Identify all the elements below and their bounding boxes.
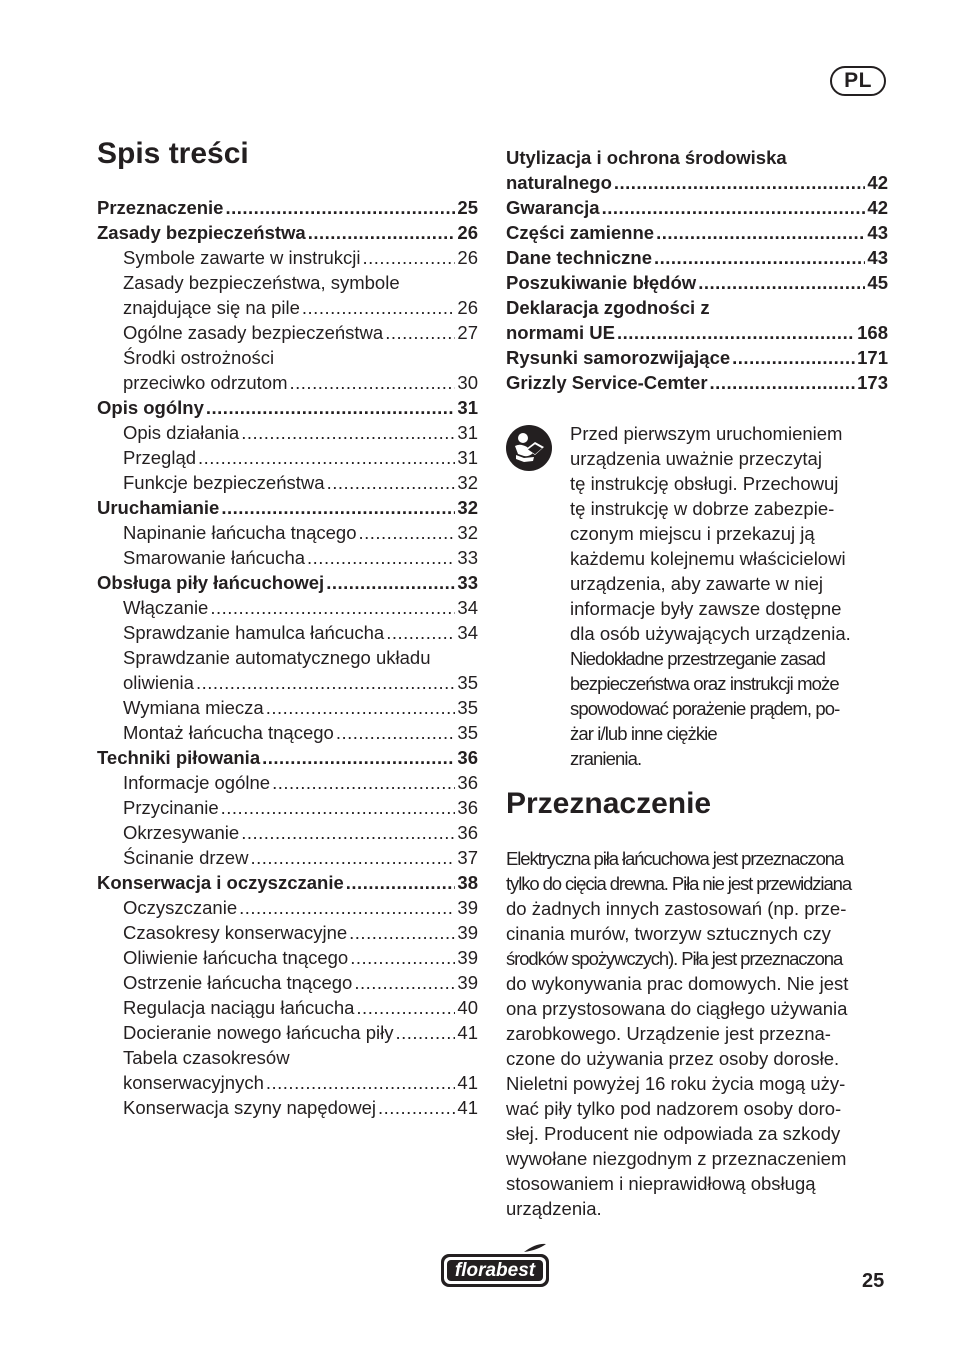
toc-entry-label: Zasady bezpieczeństwa, symbole [123, 272, 400, 293]
toc-entry-page: 42 [867, 172, 888, 193]
toc-leader-dots [378, 1095, 455, 1120]
toc-leader-dots [617, 320, 855, 345]
toc-entry-label: Uruchamianie [97, 497, 220, 518]
toc-leader-dots [307, 545, 455, 570]
text-line: urządzenia uważnie przeczytaj [570, 448, 822, 469]
toc-entry [97, 1070, 478, 1095]
toc-entry-page: 40 [457, 997, 478, 1018]
toc-entry [97, 395, 478, 420]
toc-entry-page: 35 [457, 672, 478, 693]
text-line: do żadnych innych zastosowań (np. prze- [506, 898, 847, 919]
toc-entry [97, 870, 478, 895]
toc-leader-dots [290, 370, 456, 395]
toc-entry-page: 43 [867, 222, 888, 243]
toc-entry [97, 695, 478, 720]
toc-entry-label: Rysunki samorozwijające [506, 347, 731, 368]
toc-entry [97, 570, 478, 595]
toc-entry [97, 220, 478, 245]
text-line: urządzenia, aby zawarte w niej [570, 573, 823, 594]
toc-entry [506, 295, 888, 320]
toc-entry-page: 41 [457, 1072, 478, 1093]
toc-entry-label: Środki ostrożności [123, 347, 275, 368]
toc-entry [97, 720, 478, 745]
toc-entry-page: 30 [457, 372, 478, 393]
toc-entry-page: 36 [457, 797, 478, 818]
toc-entry-page: 34 [457, 597, 478, 618]
toc-entry-label: Techniki piłowania [97, 747, 261, 768]
toc-entry-label: przeciwko odrzutom [123, 372, 288, 393]
toc-leader-dots [308, 220, 456, 245]
page-number: 25 [862, 1270, 885, 1292]
toc-entry-label: Regulacja naciągu łańcucha [123, 997, 355, 1018]
toc-entry [97, 1045, 478, 1070]
toc-leader-dots [302, 295, 456, 320]
toc-leader-dots [221, 495, 455, 520]
section-body [506, 846, 896, 1221]
text-line: wać piły tylko pod nadzorem osoby doro- [506, 1098, 842, 1119]
toc-leader-dots [614, 170, 866, 195]
toc-entry-label: Utylizacja i ochrona środowiska [506, 147, 787, 168]
toc-leader-dots [250, 845, 455, 870]
text-line: Nieletni powyżej 16 roku życia mogą uży- [506, 1073, 846, 1094]
text-line: zranienia. [570, 748, 642, 769]
toc-entry [97, 345, 478, 370]
text-line: Przed pierwszym uruchomieniem [570, 423, 843, 444]
toc-entry [97, 195, 478, 220]
text-line: dla osób używających urządzenia. [570, 623, 851, 644]
toc-entry-page: 35 [457, 722, 478, 743]
toc-entry-label: Poszukiwanie błędów [506, 272, 697, 293]
toc-entry-label: Symbole zawarte w instrukcji [123, 247, 361, 268]
toc-entry [97, 845, 478, 870]
toc-leader-dots [266, 1070, 456, 1095]
toc-entry-page: 26 [457, 297, 478, 318]
toc-leader-dots [241, 820, 455, 845]
toc-entry [506, 245, 888, 270]
toc-entry [97, 770, 478, 795]
toc-leader-dots [732, 345, 855, 370]
toc-entry-page: 41 [457, 1097, 478, 1118]
toc-entry-label: Przegląd [123, 447, 197, 468]
toc-left-column [97, 195, 478, 1120]
text-line: słej. Producent nie odpowiada za szkody [506, 1123, 841, 1144]
toc-entry [97, 545, 478, 570]
toc-entry [506, 270, 888, 295]
section-title: Przeznaczenie [506, 787, 712, 820]
toc-entry-label: Deklaracja zgodności z [506, 297, 710, 318]
toc-entry-label: Konserwacja i oczyszczanie [97, 872, 344, 893]
toc-entry [97, 470, 478, 495]
brand-logo-text: florabest [454, 1260, 536, 1281]
text-line: urządzenia. [506, 1198, 602, 1219]
text-line: środków spożywczych). Piła jest przeznaczona [506, 948, 843, 969]
toc-entry-label: Ścinanie drzew [123, 847, 249, 868]
toc-entry-label: Obsługa piły łańcuchowej [97, 572, 325, 593]
toc-entry-label: Opis ogólny [97, 397, 204, 418]
toc-entry-page: 26 [457, 222, 478, 243]
toc-entry-label: naturalnego [506, 172, 612, 193]
toc-entry-label: Tabela czasokresów [123, 1047, 290, 1068]
toc-entry-label: Docieranie nowego łańcucha piły [123, 1022, 394, 1043]
toc-leader-dots [354, 970, 455, 995]
toc-entry [97, 895, 478, 920]
toc-entry-page: 39 [457, 972, 478, 993]
text-line: informacje były zawsze dostępne [570, 598, 842, 619]
toc-entry [97, 920, 478, 945]
toc-entry [506, 345, 888, 370]
toc-entry [97, 795, 478, 820]
toc-entry-page: 31 [457, 422, 478, 443]
toc-leader-dots [358, 520, 455, 545]
toc-leader-dots [385, 320, 455, 345]
toc-leader-dots [206, 395, 456, 420]
toc-entry [97, 1020, 478, 1045]
toc-entry-label: Ogólne zasady bezpieczeństwa [123, 322, 384, 343]
toc-title: Spis treści [97, 137, 249, 170]
toc-entry-label: Okrzesywanie [123, 822, 240, 843]
toc-entry-page: 26 [457, 247, 478, 268]
toc-entry [97, 245, 478, 270]
toc-leader-dots [327, 470, 456, 495]
toc-leader-dots [336, 720, 456, 745]
toc-leader-dots [602, 195, 866, 220]
toc-entry-page: 39 [457, 922, 478, 943]
toc-entry-page: 43 [867, 247, 888, 268]
toc-leader-dots [656, 220, 865, 245]
toc-leader-dots [349, 920, 455, 945]
toc-entry [97, 445, 478, 470]
toc-entry-page: 27 [457, 322, 478, 343]
toc-leader-dots [346, 870, 456, 895]
text-line: tę instrukcję w dobrze zabezpie- [570, 498, 835, 519]
toc-entry [97, 645, 478, 670]
toc-leader-dots [239, 895, 455, 920]
florabest-logo [438, 1243, 552, 1291]
toc-entry [97, 970, 478, 995]
toc-entry [97, 945, 478, 970]
toc-entry-page: 37 [457, 847, 478, 868]
toc-right-column [506, 145, 888, 395]
toc-entry-label: Informacje ogólne [123, 772, 271, 793]
toc-entry-label: Ostrzenie łańcucha tnącego [123, 972, 353, 993]
toc-entry [506, 220, 888, 245]
toc-entry-label: Części zamienne [506, 222, 655, 243]
toc-leader-dots [386, 620, 455, 645]
toc-entry [97, 370, 478, 395]
text-line: spowodować porażenie prądem, po- [570, 698, 840, 719]
toc-entry-page: 31 [457, 447, 478, 468]
text-line: ona przystosowana do ciągłego używania [506, 998, 848, 1019]
text-line: tylko do cięcia drewna. Piła nie jest przewidziana [506, 873, 852, 894]
text-line: czone do używania przez osoby dorosłe. [506, 1048, 840, 1069]
toc-entry [97, 270, 478, 295]
toc-entry-label: Oczyszczanie [123, 897, 238, 918]
toc-leader-dots [272, 770, 455, 795]
toc-entry-label: Montaż łańcucha tnącego [123, 722, 334, 743]
toc-entry-label: Przycinanie [123, 797, 219, 818]
toc-entry-page: 32 [457, 497, 478, 518]
toc-leader-dots [710, 370, 856, 395]
toc-entry-page: 35 [457, 697, 478, 718]
toc-leader-dots [698, 270, 865, 295]
toc-entry-label: Przeznaczenie [97, 197, 224, 218]
toc-entry-page: 32 [457, 472, 478, 493]
toc-leader-dots [350, 945, 455, 970]
text-line: żar i/lub inne ciężkie [570, 723, 717, 744]
toc-entry-label: znajdujące się na pile [123, 297, 300, 318]
toc-entry-label: Wymiana miecza [123, 697, 264, 718]
toc-entry-label: Grizzly Service-Cemter [506, 372, 708, 393]
toc-entry [97, 420, 478, 445]
toc-leader-dots [225, 195, 455, 220]
toc-entry-page: 41 [457, 1022, 478, 1043]
toc-leader-dots [356, 995, 455, 1020]
toc-entry-label: Czasokresy konserwacyjne [123, 922, 348, 943]
toc-leader-dots [262, 745, 455, 770]
toc-entry-page: 33 [457, 547, 478, 568]
toc-leader-dots [241, 420, 455, 445]
toc-leader-dots [198, 445, 455, 470]
toc-entry-page: 36 [457, 822, 478, 843]
toc-entry-page: 42 [867, 197, 888, 218]
toc-entry-page: 34 [457, 622, 478, 643]
toc-entry-page: 39 [457, 947, 478, 968]
toc-entry [506, 195, 888, 220]
toc-entry-label: Włączanie [123, 597, 209, 618]
toc-entry [97, 495, 478, 520]
text-line: cinania murów, tworzyw sztucznych czy [506, 923, 831, 944]
toc-entry-label: Funkcje bezpieczeństwa [123, 472, 325, 493]
text-line: do wykonywania prac domowych. Nie jest [506, 973, 849, 994]
toc-entry-page: 168 [857, 322, 888, 343]
toc-entry-label: Opis działania [123, 422, 240, 443]
toc-entry [97, 620, 478, 645]
toc-entry-page: 36 [457, 772, 478, 793]
toc-leader-dots [221, 795, 456, 820]
toc-entry-label: Oliwienie łańcucha tnącego [123, 947, 349, 968]
toc-entry [97, 670, 478, 695]
toc-entry-label: oliwienia [123, 672, 194, 693]
toc-entry-label: Sprawdzanie hamulca łańcucha [123, 622, 385, 643]
text-line: wywołane niezgodnym z przeznaczeniem [506, 1148, 847, 1169]
notice-text [570, 421, 900, 771]
toc-leader-dots [363, 245, 456, 270]
toc-entry [97, 745, 478, 770]
toc-entry-page: 33 [457, 572, 478, 593]
toc-leader-dots [395, 1020, 455, 1045]
toc-leader-dots [266, 695, 456, 720]
toc-leader-dots [326, 570, 455, 595]
toc-entry-label: Sprawdzanie automatycznego układu [123, 647, 431, 668]
toc-entry [506, 145, 888, 170]
toc-entry [97, 520, 478, 545]
toc-leader-dots [654, 245, 865, 270]
toc-entry-label: konserwacyjnych [123, 1072, 264, 1093]
text-line: każdemu kolejnemu właścicielowi [570, 548, 846, 569]
toc-entry-label: Napinanie łańcucha tnącego [123, 522, 357, 543]
text-line: bezpieczeństwa oraz instrukcji może [570, 673, 839, 694]
toc-entry [97, 295, 478, 320]
toc-entry-label: Zasady bezpieczeństwa [97, 222, 306, 243]
toc-entry-page: 39 [457, 897, 478, 918]
toc-entry-page: 31 [457, 397, 478, 418]
toc-entry-page: 173 [857, 372, 888, 393]
toc-entry-label: Dane techniczne [506, 247, 652, 268]
read-manual-icon [506, 425, 552, 471]
toc-entry-label: Konserwacja szyny napędowej [123, 1097, 376, 1118]
toc-entry [506, 320, 888, 345]
toc-entry-page: 25 [457, 197, 478, 218]
language-badge: PL [830, 66, 886, 96]
toc-entry [97, 995, 478, 1020]
toc-entry [506, 170, 888, 195]
toc-entry [97, 595, 478, 620]
toc-entry-label: normami UE [506, 322, 615, 343]
toc-entry-label: Gwarancja [506, 197, 600, 218]
toc-entry [506, 370, 888, 395]
toc-entry [97, 320, 478, 345]
toc-leader-dots [210, 595, 455, 620]
toc-entry-page: 36 [457, 747, 478, 768]
toc-entry-page: 171 [857, 347, 888, 368]
toc-entry-label: Smarowanie łańcucha [123, 547, 306, 568]
text-line: Elektryczna piła łańcuchowa jest przeznaczona [506, 848, 844, 869]
toc-entry [97, 820, 478, 845]
text-line: zarobkowego. Urządzenie jest przezna- [506, 1023, 831, 1044]
text-line: tę instrukcję obsługi. Przechowuj [570, 473, 839, 494]
toc-entry [97, 1095, 478, 1120]
toc-entry-page: 38 [457, 872, 478, 893]
text-line: stosowaniem i nieprawidłową obsługą [506, 1173, 816, 1194]
toc-entry-page: 45 [867, 272, 888, 293]
text-line: czonym miejscu i przekazuj ją [570, 523, 815, 544]
toc-entry-page: 32 [457, 522, 478, 543]
toc-leader-dots [196, 670, 455, 695]
text-line: Niedokładne przestrzeganie zasad [570, 648, 826, 669]
